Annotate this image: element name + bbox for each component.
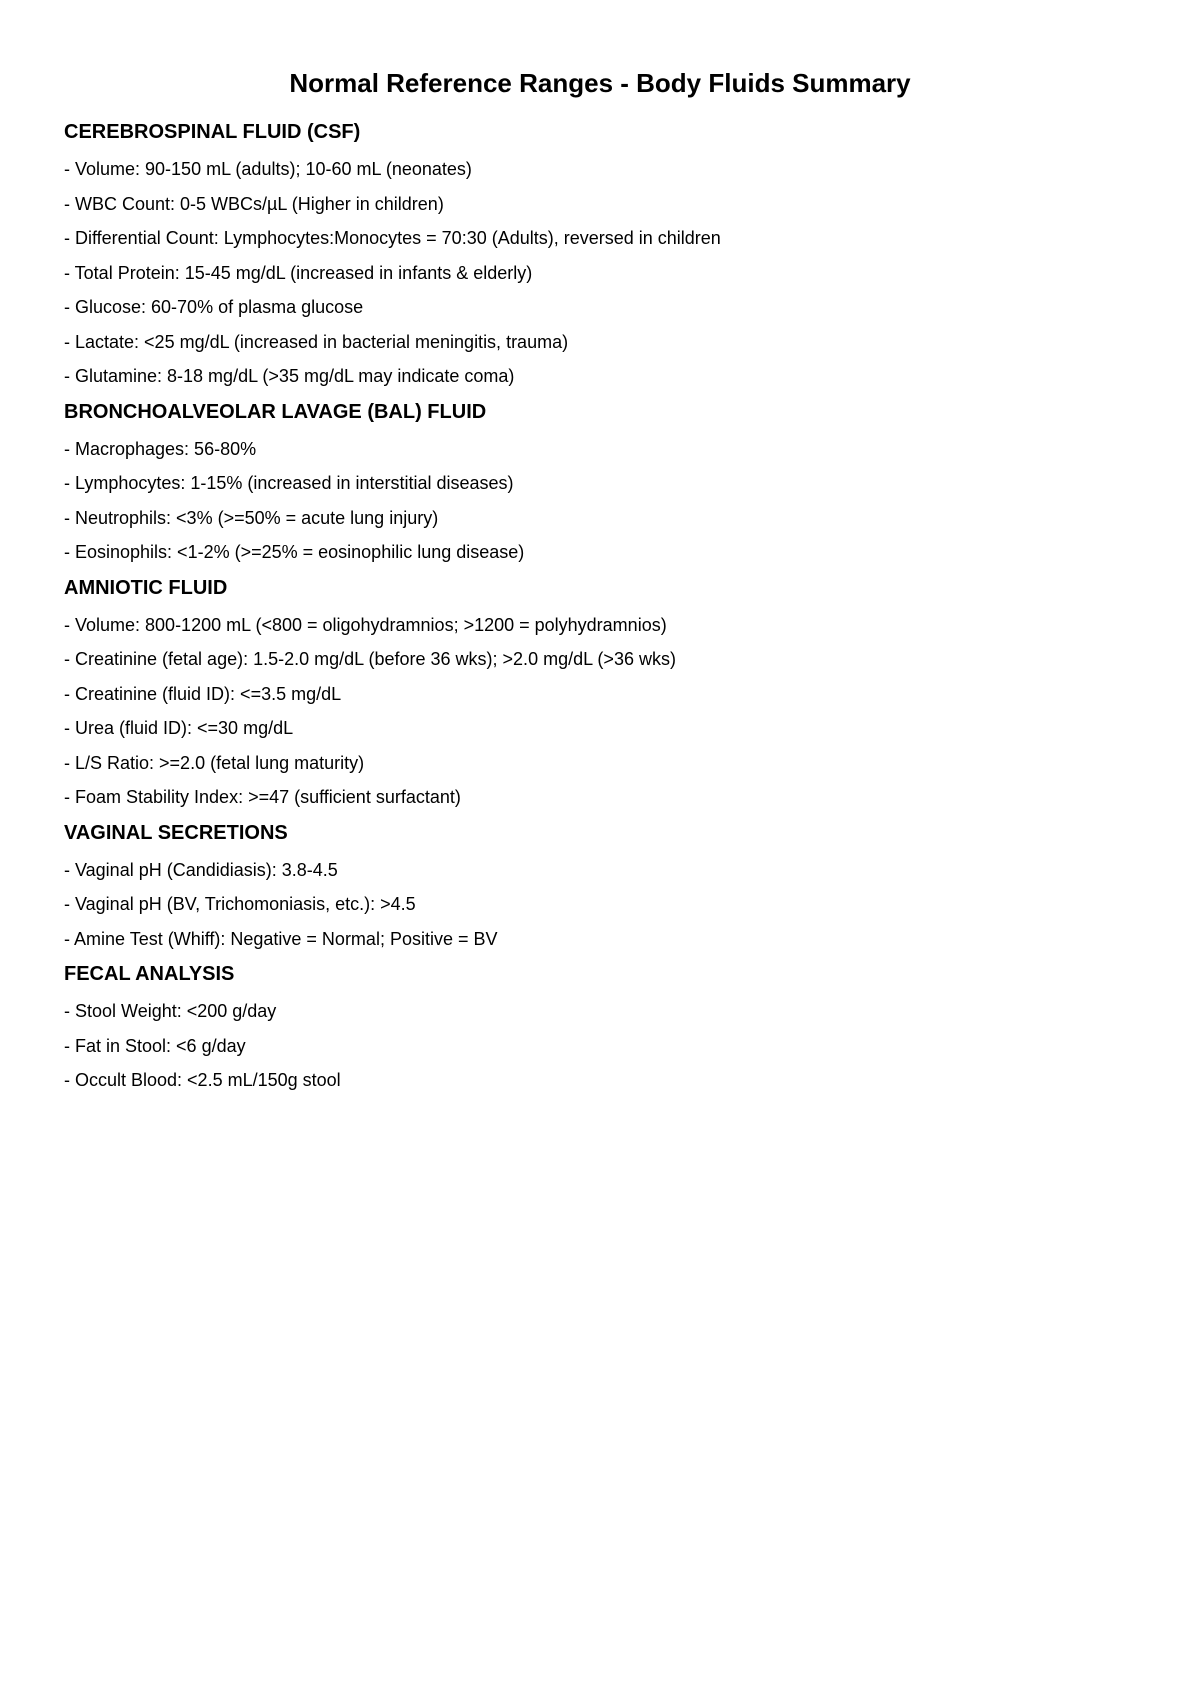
section-csf bbox=[64, 120, 1144, 387]
section-vaginal-secretions bbox=[64, 821, 1144, 950]
document-body bbox=[64, 120, 1144, 1104]
list-item: - Stool Weight: <200 g/day bbox=[64, 1001, 277, 1021]
list-item: - Macrophages: 56-80% bbox=[64, 438, 257, 459]
list-item: - Amine Test (Whiff): Negative = Normal; Positive = BV bbox=[64, 928, 498, 949]
list-item: - L/S Ratio: >=2.0 (fetal lung maturity) bbox=[64, 752, 365, 773]
section-heading: VAGINAL SECRETIONS bbox=[64, 821, 288, 844]
list-item: - Foam Stability Index: >=47 (sufficient surfactant) bbox=[64, 787, 461, 807]
list-item: - Creatinine (fetal age): 1.5-2.0 mg/dL (before 36 wks); >2.0 mg/dL (>36 wks) bbox=[64, 649, 676, 669]
section-heading: AMNIOTIC FLUID bbox=[64, 576, 228, 599]
list-item: - Occult Blood: <2.5 mL/150g stool bbox=[64, 1070, 341, 1090]
section-bal-fluid bbox=[64, 400, 1144, 564]
section-heading: FECAL ANALYSIS bbox=[64, 963, 235, 985]
section-amniotic-fluid bbox=[64, 576, 1144, 809]
list-item: - Volume: 800-1200 mL (<800 = oligohydramnios; >1200 = polyhydramnios) bbox=[64, 614, 667, 635]
list-item: - WBC Count: 0-5 WBCs/µL (Higher in children) bbox=[64, 193, 444, 214]
section-heading: CEREBROSPINAL FLUID (CSF) bbox=[64, 121, 361, 143]
list-item: - Lymphocytes: 1-15% (increased in interstitial diseases) bbox=[64, 473, 514, 493]
list-item: - Urea (fluid ID): <=30 mg/dL bbox=[64, 718, 294, 738]
list-item: - Eosinophils: <1-2% (>=25% = eosinophilic lung disease) bbox=[64, 542, 525, 562]
section-heading: BRONCHOALVEOLAR LAVAGE (BAL) FLUID bbox=[64, 400, 487, 423]
list-item: - Differential Count: Lymphocytes:Monocytes = 70:30 (Adults), reversed in children bbox=[64, 228, 721, 248]
section-fecal-analysis bbox=[64, 962, 1144, 1091]
list-item: - Creatinine (fluid ID): <=3.5 mg/dL bbox=[64, 683, 342, 704]
list-item: - Volume: 90-150 mL (adults); 10-60 mL (neonates) bbox=[64, 159, 472, 179]
list-item: - Glucose: 60-70% of plasma glucose bbox=[64, 297, 364, 317]
list-item: - Neutrophils: <3% (>=50% = acute lung injury) bbox=[64, 507, 439, 528]
list-item: - Total Protein: 15-45 mg/dL (increased in infants & elderly) bbox=[64, 262, 533, 283]
list-item: - Glutamine: 8-18 mg/dL (>35 mg/dL may indicate coma) bbox=[64, 366, 515, 386]
list-item: - Fat in Stool: <6 g/day bbox=[64, 1035, 246, 1056]
list-item: - Vaginal pH (BV, Trichomoniasis, etc.): >4.5 bbox=[64, 894, 416, 914]
list-item: - Vaginal pH (Candidiasis): 3.8-4.5 bbox=[64, 859, 338, 880]
document-title: Normal Reference Ranges - Body Fluids Summary bbox=[289, 68, 911, 98]
list-item: - Lactate: <25 mg/dL (increased in bacterial meningitis, trauma) bbox=[64, 331, 569, 352]
